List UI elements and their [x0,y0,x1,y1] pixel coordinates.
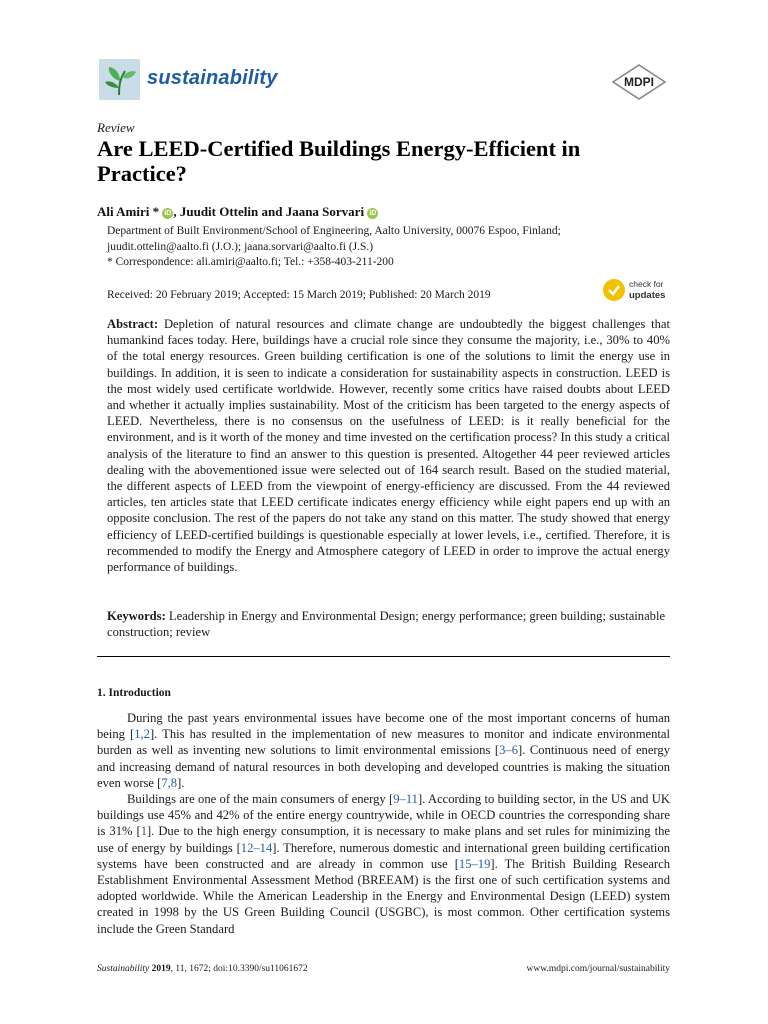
keywords-label: Keywords: [107,609,166,623]
footer-journal: Sustainability [97,964,150,974]
affiliation: Department of Built Environment/School of Engineering, Aalto University, 00076 Espoo, Finland; [107,225,561,237]
keywords [107,608,670,640]
citation-link[interactable]: 12–14 [240,840,273,855]
citation-link[interactable]: 1 [140,824,147,839]
orcid-icon[interactable]: iD [164,210,172,217]
abstract-label: Abstract: [107,317,159,331]
footer-doi: , 11, 1672; doi:10.3390/su11061672 [170,964,308,974]
publisher-name: MDPI [624,75,654,89]
publication-dates: Received: 20 February 2019; Accepted: 15 March 2019; Published: 20 March 2019 [107,289,491,301]
citation-footer [97,964,308,974]
paragraph: During the past years environmental issues have become one of the most important concerns of human being [1,2]. This has resulted in the implementation of new measures to monitor and indicate environmental burden as well as inventing new solutions to limit environmental emissions [3–6]. Continuous need of energy and increasing demand of natural resources in both developing and developed countries is making the situation even worse [7,8]. [97,711,670,790]
citation-link[interactable]: 9–11 [393,792,418,807]
citation-link[interactable]: 15–19 [458,856,491,871]
journal-name: sustainability [147,67,278,89]
mdpi-logo [610,64,668,100]
article-type: Review [97,120,135,135]
journal-url-link[interactable]: www.mdpi.com/journal/sustainability [526,964,670,974]
journal-logo-icon [99,59,140,100]
section-heading: 1. Introduction [97,687,171,699]
updates-label: updates [629,290,666,301]
author-emails: juudit.ottelin@aalto.fi (J.O.); jaana.sorvari@aalto.fi (J.S.) [107,241,374,253]
introduction-body [97,710,670,937]
author-2-3: Juudit Ottelin and Jaana Sorvari [179,204,365,219]
divider [97,656,670,657]
article-title: Are LEED-Certified Buildings Energy-Efficient in Practice? [97,136,581,186]
citation-link[interactable]: 1,2 [134,727,150,742]
keywords-text: Leadership in Energy and Environmental Design; energy performance; green building; sustainable construction; review [107,609,666,640]
abstract-text: Depletion of natural resources and climate change are undoubtedly the biggest challenges that humankind faces today. Here, buildings have a crucial role since they consume the majority, i.e., 30% to 40% of the total energy resources. Green building certification is one of the solutions to limit the energy use in buildings. In addition, it is seen to indicate a consideration for sustainability aspects in construction. LEED is the most widely used certificate worldwide. However, recently some critics have raised doubts about LEED and whether it actually implies sustainability. Most of the criticism has been targeted to the energy aspects of LEED. Nevertheless, there is no consensus on the usefulness of LEED: is it really beneficial for the environment, and is it worth of the money and time invested on the certification process? In this study a critical analysis of the literature to find an answer to this question is presented. Altogether 44 peer reviewed articles dealing with the abovementioned issue were selected out of 164 search result. Based on the studied material, the different aspects of LEED from the viewpoint of energy-efficiency are discussed. From the 44 reviewed articles, ten articles state that LEED certificate indicates energy efficiency while eight papers end up with an opposite conclusion. The rest of the papers do not take any stand on this matter. The study showed that energy efficiency of LEED-certified buildings is questionable especially at lower levels, i.e., certified. Therefore, it is recommended to modify the Energy and Atmosphere category of LEED in order to improve the actual energy performance of buildings. [107,317,670,575]
author-list: Ali Amiri * iD , Juudit Ottelin and Jaana Sorvari iD [97,204,377,219]
orcid-icon[interactable]: iD [369,210,377,217]
correspondence: * Correspondence: ali.amiri@aalto.fi; Tel.: +358-403-211-200 [107,256,394,268]
check-for-updates-button[interactable] [602,278,672,302]
citation-link[interactable]: 7,8 [161,775,178,790]
abstract [107,316,670,575]
author-1: Ali Amiri * [97,204,160,219]
citation-link[interactable]: 3–6 [499,743,518,758]
footer-year: 2019 [151,964,171,974]
check-for-label: check for [629,279,664,289]
paragraph: Buildings are one of the main consumers of energy [9–11]. According to building sector, in the US and UK buildings use 45% and 42% of the entire energy countrywide, while in OECD countries the corresponding share is 31% [1]. Due to the high energy consumption, it is necessary to make plans and set rules for minimizing the use of energy by buildings [12–14]. Therefore, numerous domestic and international green building certification systems have been constructed and are already in common use [15–19]. The British Building Research Establishment Environmental Assessment Method (BREEAM) is the first one of such certification systems and adopted worldwide. While the American Leadership in the Energy and Environmental Design (LEED) system created in 1998 by the US Green Building Council (USGBC), is most common. Other certification systems include the Green Standard [97,792,670,936]
